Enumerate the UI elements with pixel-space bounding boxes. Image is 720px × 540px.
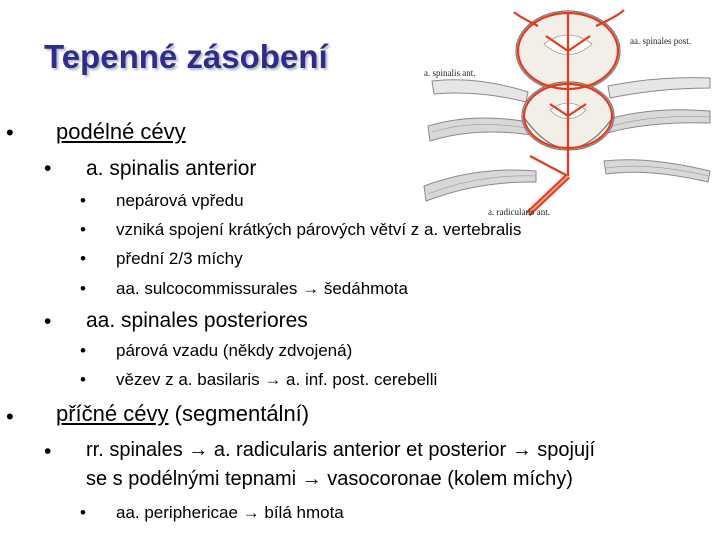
bullet-marker: • bbox=[44, 310, 52, 333]
heading-transverse-rest: (segmentální) bbox=[168, 401, 310, 426]
bullet-marker: • bbox=[44, 440, 52, 463]
bullet-marker: • bbox=[80, 249, 86, 268]
list-item: přední 2/3 míchy bbox=[116, 249, 243, 268]
heading-spinales-posteriores: aa. spinales posteriores bbox=[86, 309, 308, 332]
spinal-cord-blood-supply-illustration bbox=[418, 6, 718, 216]
list-item: vzniká spojení krátkých párových větví z a. vertebralis bbox=[116, 220, 522, 239]
heading-transverse-vessels bbox=[56, 401, 309, 427]
list-item: aa. sulcocommissurales → šedáhmota bbox=[116, 279, 408, 298]
list-item: párová vzadu (někdy zdvojená) bbox=[116, 341, 353, 360]
label-radicularis-ant: a. radicularis ant. bbox=[488, 207, 550, 216]
slide-title: Tepenné zásobení bbox=[44, 38, 328, 75]
list-item: nepárová vpředu bbox=[116, 191, 244, 210]
heading-longitudinal-vessels: podélné cévy bbox=[56, 119, 186, 144]
bullet-marker: • bbox=[6, 120, 14, 145]
heading-spinalis-anterior: a. spinalis anterior bbox=[86, 157, 257, 180]
bullet-marker: • bbox=[44, 157, 52, 180]
bullet-marker: • bbox=[80, 341, 86, 360]
radicular-line-1: rr. spinales → a. radicularis anterior et posterior → spojují bbox=[86, 439, 596, 461]
list-item: aa. periphericae → bílá hmota bbox=[116, 503, 344, 522]
bullet-marker: • bbox=[80, 191, 86, 210]
label-spinales-post: aa. spinales post. bbox=[630, 36, 691, 46]
list-item: vězev z a. basilaris → a. inf. post. cerebelli bbox=[116, 370, 438, 389]
bullet-marker: • bbox=[6, 404, 14, 429]
bullet-marker: • bbox=[80, 370, 86, 389]
nerve-roots-left bbox=[424, 80, 538, 201]
bullet-marker: • bbox=[80, 279, 86, 298]
bullet-marker: • bbox=[80, 220, 86, 239]
heading-transverse-underlined: příčné cévy bbox=[56, 401, 169, 426]
bullet-marker: • bbox=[80, 503, 86, 522]
radicular-line-2: se s podélnými tepnami → vasocoronae (kolem míchy) bbox=[86, 468, 573, 490]
label-spinalis-ant: a. spinalis ant. bbox=[424, 68, 476, 78]
